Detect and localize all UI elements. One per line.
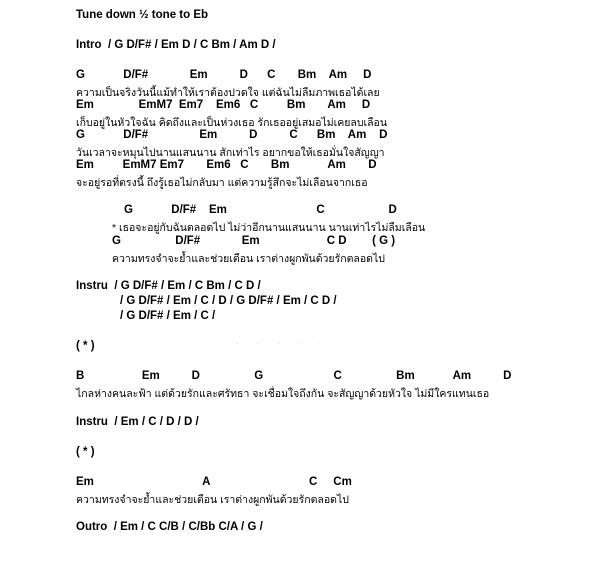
repeat-marker: ( * ) bbox=[76, 340, 95, 352]
outro-line: Outro / Em / C C/B / C/Bb C/A / G / bbox=[76, 521, 263, 533]
chorus-chord-line: G D/F# Em C D bbox=[124, 204, 397, 216]
verse-chord-line: G D/F# Em D C Bm Am D bbox=[76, 69, 372, 81]
verse-lyric-line: วันเวลาจะหมุนไปนานแสนนาน สักเท่าไร อยากขอให้เธอมั่นใจสัญญา bbox=[76, 147, 385, 159]
verse-lyric-line: จะอยู่รอที่ตรงนี้ ถึงรู้เธอไม่กลับมา แต่ความรู้สึกจะไม่เลือนจากเธอ bbox=[76, 177, 368, 189]
verse-chord-line: G D/F# Em D C Bm Am D bbox=[76, 129, 388, 141]
ending-lyric-line: ความทรงจำจะย้ำและช่วยเตือน เราต่างผูกพันด้วยรักตลอดไป bbox=[76, 494, 349, 506]
chorus-lyric-line: * เธอจะอยู่กับฉันตลอดไป ไม่ว่าอีกนานแสนนาน นานเท่าไรไม่ลืมเลือน bbox=[112, 222, 426, 234]
bridge-lyric-line: ไกลห่างคนละฟ้า แต่ด้วยรักและศรัทธา จะเชื่อมใจถึงกัน จะสัญญาด้วยหัวใจ ไม่มีใครแทนเธอ bbox=[76, 388, 490, 400]
instru-line: / G D/F# / Em / C / D / G D/F# / Em / C D / bbox=[120, 295, 337, 307]
repeat-marker: ( * ) bbox=[76, 446, 95, 458]
instru-line: / G D/F# / Em / C / bbox=[120, 310, 216, 322]
faint-dots: ····· bbox=[236, 339, 340, 348]
ending-chord-line: Em A C Cm bbox=[76, 476, 352, 488]
instru-line: Instru / Em / C / D / D / bbox=[76, 416, 199, 428]
verse-lyric-line: ความเป็นจริงวันนี้แม้ทำให้เราต้องปวดใจ แต่ฉันไม่ลืมภาพเธอได้เลย bbox=[76, 87, 380, 99]
tuning-note: Tune down ½ tone to Eb bbox=[76, 9, 209, 21]
instru-line: Instru / G D/F# / Em / C Bm / C D / bbox=[76, 280, 261, 292]
chorus-chord-line: G D/F# Em C D ( G ) bbox=[112, 235, 396, 247]
verse-chord-line: Em EmM7 Em7 Em6 C Bm Am D bbox=[76, 159, 377, 171]
verse-chord-line: Em EmM7 Em7 Em6 C Bm Am D bbox=[76, 99, 371, 111]
intro-line: Intro / G D/F# / Em D / C Bm / Am D / bbox=[76, 39, 276, 51]
verse-lyric-line: เก็บอยู่ในหัวใจฉัน คิดถึงและเป็นห่วงเธอ รักเธออยู่เสมอไม่เคยลบเลือน bbox=[76, 117, 388, 129]
bridge-chord-line: B Em D G C Bm Am D bbox=[76, 370, 512, 382]
chorus-lyric-line: ความทรงจำจะย้ำและช่วยเตือน เราต่างผูกพันด้วยรักตลอดไป bbox=[112, 253, 385, 265]
